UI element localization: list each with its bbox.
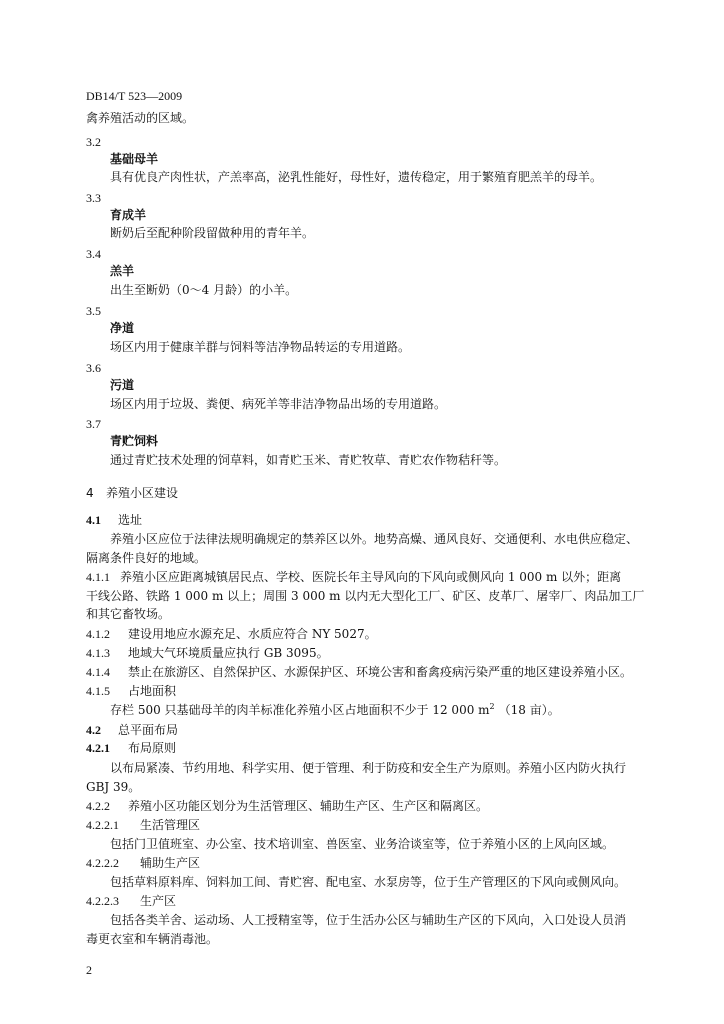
term-title: 青贮饲料 (110, 434, 159, 448)
area-text: 存栏 500 只基础母羊的肉羊标准化养殖小区占地面积不少于 12 000 m (110, 703, 490, 717)
clause-number: 3.5 (86, 304, 101, 318)
clause-text: 建设用地应水源充足、水质应符合 NY 5027。 (128, 627, 377, 641)
clause-title: 占地面积 (128, 684, 177, 698)
clause-number: 4.2.2 (86, 799, 110, 813)
superscript: 2 (489, 702, 495, 711)
section-number: 4 (86, 486, 94, 500)
clause-number: 4.1.3 (86, 646, 110, 660)
paragraph-line: GBJ 39。 (86, 780, 141, 794)
clause-number: 3.7 (86, 417, 101, 431)
area-tail: （18 亩）。 (498, 703, 560, 717)
term-title: 基础母羊 (110, 152, 159, 166)
section-title: 养殖小区建设 (106, 486, 179, 500)
clause-number: 4.1.2 (86, 627, 110, 641)
term-description: 断奶后至配种阶段留做种用的青年羊。 (110, 226, 315, 240)
paragraph-line: 和其它畜牧场。 (86, 607, 171, 621)
paragraph-line: 以布局紧凑、节约用地、科学实用、便于管理、利于防疫和安全生产为原则。养殖小区内防火执行 (110, 761, 627, 775)
term-title: 羔羊 (110, 264, 135, 278)
clause-number: 4.1.5 (86, 684, 110, 698)
clause-number: 3.4 (86, 247, 101, 261)
paragraph-line (110, 702, 560, 718)
clause-number: 4.2.2.1 (86, 818, 119, 832)
clause-text: 养殖小区应距离城镇居民点、学校、医院长年主导风向的下风向或侧风向 1 000 m 以外；距离 (120, 570, 622, 584)
term-title: 净道 (110, 321, 135, 335)
clause-number: 3.6 (86, 361, 101, 375)
clause-text: 养殖小区功能区划分为生活管理区、辅助生产区、生产区和隔离区。 (128, 799, 489, 813)
term-description: 通过青贮技术处理的饲草料，如青贮玉米、青贮牧草、青贮农作物秸秆等。 (110, 453, 507, 467)
term-title: 育成羊 (110, 208, 147, 222)
clause-number: 3.2 (86, 135, 101, 149)
continuation-text: 禽养殖活动的区域。 (86, 111, 195, 125)
paragraph-line: 养殖小区应位于法律法规明确规定的禁养区以外。地势高燥、通风良好、交通便利、水电供应稳定、 (110, 532, 639, 546)
clause-title: 生活管理区 (140, 818, 201, 832)
term-description: 具有优良产肉性状，产羔率高，泌乳性能好，母性好，遗传稳定，用于繁殖育肥羔羊的母羊。 (110, 170, 603, 184)
clause-number: 4.2.1 (86, 741, 110, 755)
subsection-number: 4.2 (86, 723, 101, 737)
clause-title: 布局原则 (128, 741, 177, 755)
clause-number: 4.2.2.2 (86, 856, 119, 870)
clause-text: 禁止在旅游区、自然保护区、水源保护区、环境公害和畜禽疫病污染严重的地区建设养殖小区。 (128, 665, 633, 679)
term-description: 场区内用于健康羊群与饲料等洁净物品转运的专用道路。 (110, 340, 411, 354)
paragraph-line: 包括门卫值班室、办公室、技术培训室、兽医室、业务洽谈室等，位于养殖小区的上风向区域。 (110, 837, 615, 851)
term-description: 场区内用于垃圾、粪便、病死羊等非洁净物品出场的专用道路。 (110, 397, 447, 411)
clause-title: 生产区 (140, 894, 177, 908)
clause-number: 4.2.2.3 (86, 894, 119, 908)
clause-number: 4.1.1 (86, 570, 110, 584)
clause-title: 辅助生产区 (140, 856, 201, 870)
paragraph-line: 包括各类羊舍、运动场、人工授精室等，位于生活办公区与辅助生产区的下风向，入口处设人员消 (110, 913, 627, 927)
term-title: 污道 (110, 378, 135, 392)
paragraph-line: 隔离条件良好的地域。 (86, 551, 207, 565)
subsection-number: 4.1 (86, 513, 101, 527)
subsection-title: 总平面布局 (118, 723, 179, 737)
paragraph-line: 包括草料原料库、饲料加工间、青贮窖、配电室、水泵房等，位于生产管理区的下风向或侧风向。 (110, 875, 627, 889)
paragraph-line: 毒更衣室和车辆消毒池。 (86, 932, 219, 946)
subsection-title: 选址 (118, 513, 143, 527)
document-code: DB14/T 523—2009 (86, 89, 183, 103)
clause-text: 地域大气环境质量应执行 GB 3095。 (128, 646, 329, 660)
page-number: 2 (86, 963, 92, 977)
paragraph-line: 干线公路、铁路 1 000 m 以上；周围 3 000 m 以内无大型化工厂、矿区、皮革厂、屠宰厂、肉品加工厂 (86, 589, 645, 603)
term-description: 出生至断奶（0～4 月龄）的小羊。 (110, 283, 298, 297)
clause-number: 4.1.4 (86, 665, 110, 679)
clause-number: 3.3 (86, 191, 101, 205)
